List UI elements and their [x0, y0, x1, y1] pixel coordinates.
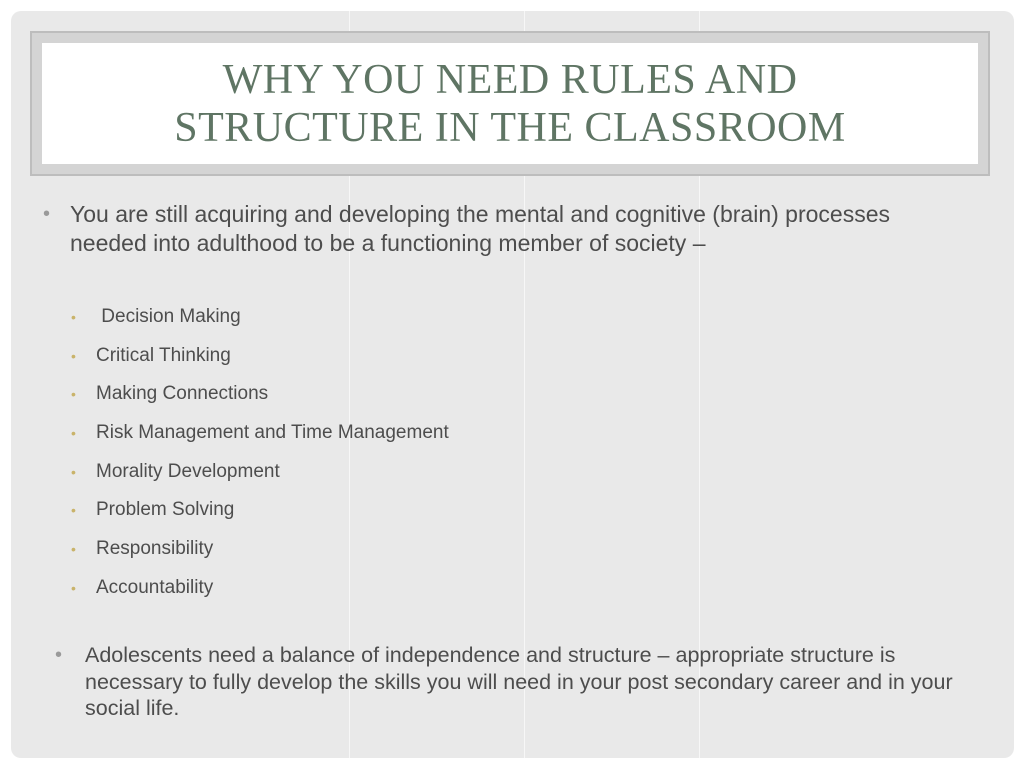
sub-bullet-item [71, 576, 671, 615]
sub-bullet-text: Risk Management and Time Management [96, 422, 449, 444]
sub-bullet-item [71, 537, 671, 576]
main-bullet [43, 200, 907, 258]
bullet-marker: • [43, 203, 51, 225]
sub-bullet-marker: • [71, 347, 76, 364]
sub-bullet-marker: • [71, 541, 76, 558]
sub-bullet-marker: • [71, 579, 76, 596]
sub-bullet-item [71, 382, 671, 421]
sub-bullet-text: Morality Development [96, 460, 280, 482]
sub-bullet-text: Critical Thinking [96, 344, 231, 366]
slide-title-line-1: WHY YOU NEED RULES AND [222, 56, 798, 103]
sub-bullet-text: Making Connections [96, 383, 269, 405]
slide-title-line-2: STRUCTURE IN THE CLASSROOM [174, 104, 846, 151]
sub-bullet-list [71, 305, 671, 615]
bullet-marker: • [55, 644, 63, 666]
sub-bullet-marker: • [71, 502, 76, 519]
sub-bullet-marker: • [71, 309, 76, 325]
sub-bullet-text: Problem Solving [96, 499, 235, 521]
sub-bullet-text: Accountability [96, 576, 214, 598]
sub-bullet-item [71, 421, 671, 460]
closing-bullet [55, 642, 979, 722]
sub-bullet-item [71, 305, 671, 344]
sub-bullet-item [71, 460, 671, 499]
sub-bullet-marker: • [71, 463, 76, 480]
sub-bullet-text: Responsibility [96, 538, 214, 560]
slide-content [11, 11, 1014, 758]
sub-bullet-item [71, 344, 671, 383]
slide [11, 11, 1014, 758]
sub-bullet-marker: • [71, 386, 76, 403]
sub-bullet-marker: • [71, 425, 76, 442]
main-bullet-text: You are still acquiring and developing the mental and cognitive (brain) processes needed into adulthood to be a functioning member of society – [70, 201, 890, 256]
sub-bullet-item [71, 498, 671, 537]
closing-bullet-text: Adolescents need a balance of independence and structure – appropriate structure is necessary to fully develop the skills you will need in your post secondary career and in your social life. [85, 643, 953, 720]
sub-bullet-text: Decision Making [96, 306, 241, 327]
